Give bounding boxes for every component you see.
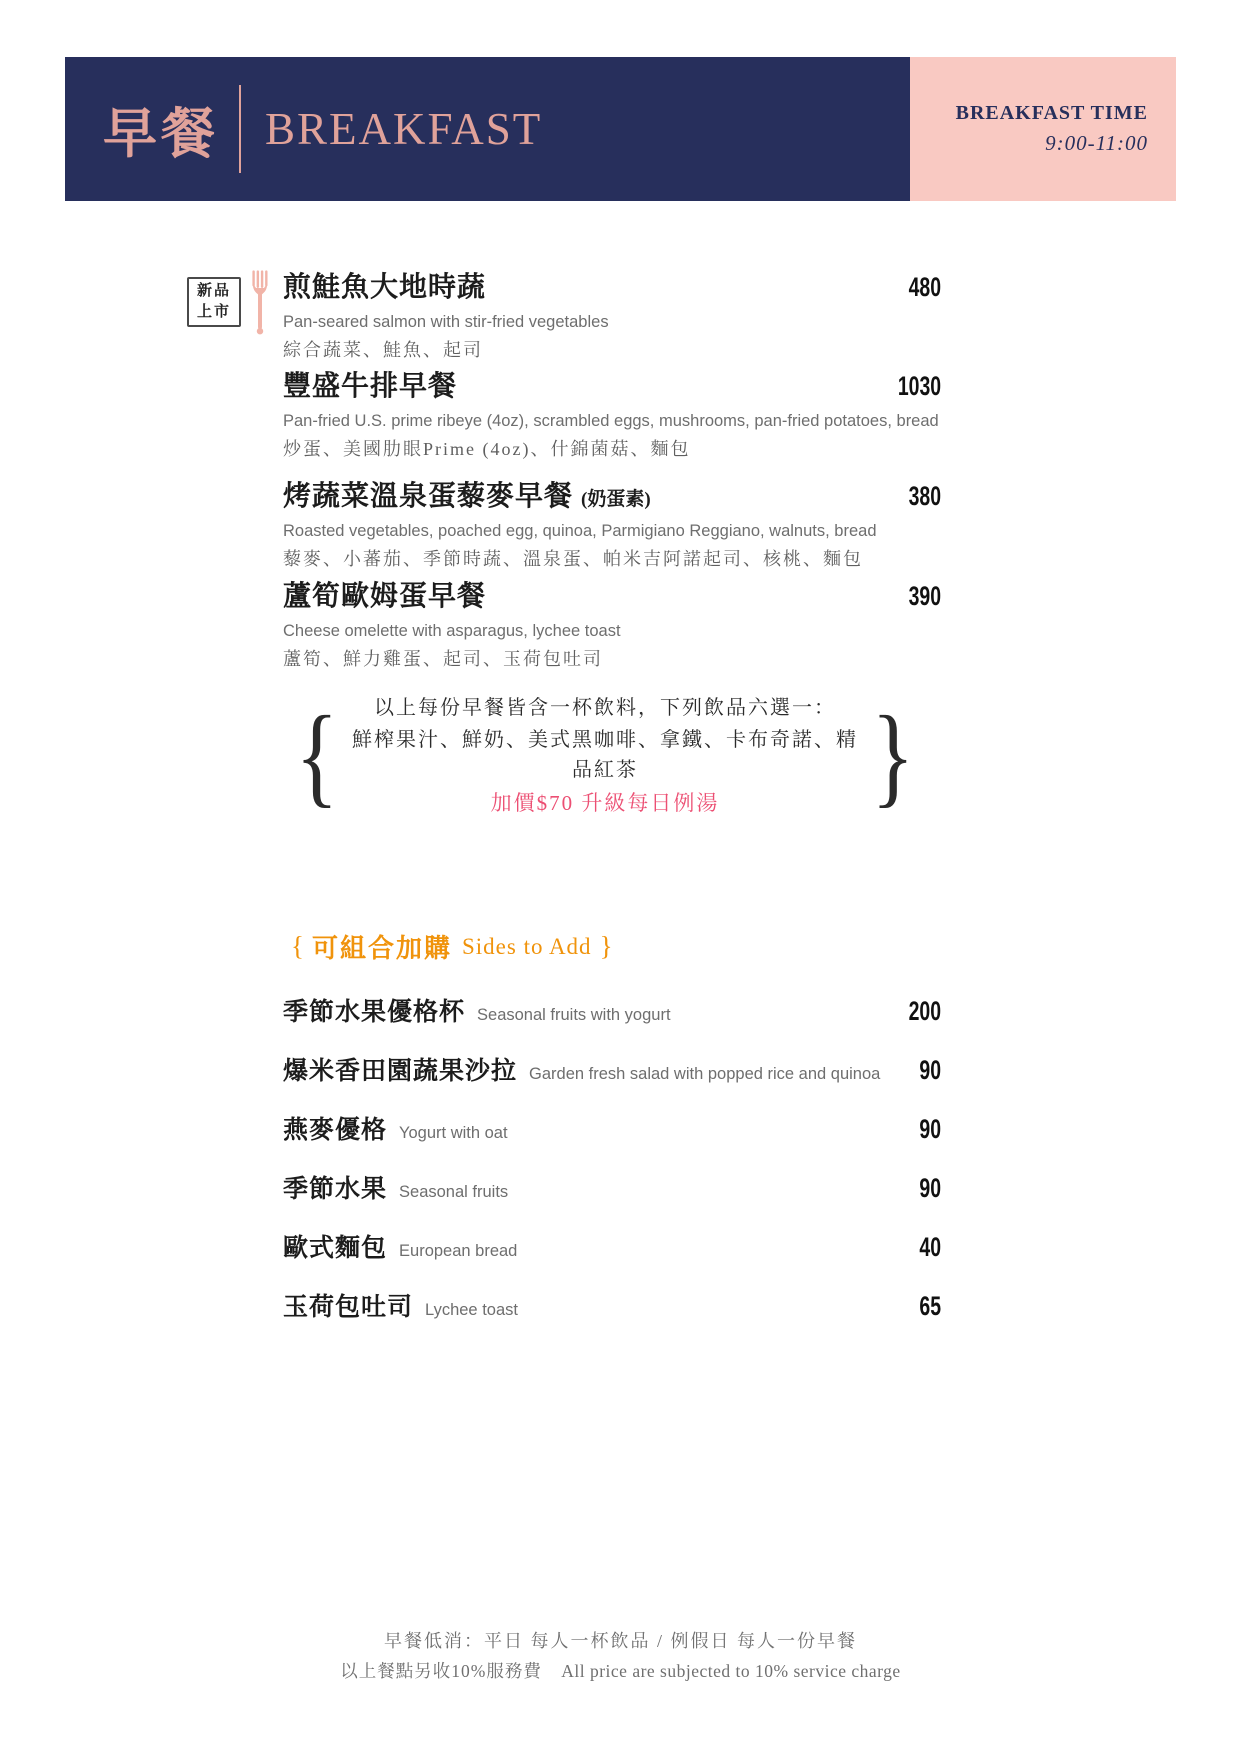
breakfast-time-box xyxy=(910,57,1176,201)
side-price: 90 xyxy=(919,1114,941,1144)
drinks-note xyxy=(290,693,920,819)
side-name-zh: 歐式麵包 xyxy=(283,1235,388,1262)
new-item-badge-line2: 上市 xyxy=(196,304,231,320)
footer xyxy=(0,1628,1241,1684)
side-name-en: European bread xyxy=(399,1242,518,1260)
footer-service-charge xyxy=(0,1658,1241,1684)
side-name-zh: 爆米香田園蔬果沙拉 xyxy=(283,1058,518,1085)
side-price: 90 xyxy=(919,1055,941,1085)
drinks-note-line2: 鮮榨果汁、鮮奶、美式黑咖啡、拿鐵、卡布奇諾、精品紅茶 xyxy=(352,729,858,781)
side-item xyxy=(283,992,941,1026)
item-desc-en: Pan-fried U.S. prime ribeye (4oz), scrambled eggs, mushrooms, pan-fried potatoes, bread xyxy=(283,412,939,430)
item-name: 蘆筍歐姆蛋早餐 xyxy=(283,581,487,612)
side-name-en: Yogurt with oat xyxy=(399,1124,508,1142)
item-desc-zh: 藜麥、小蕃茄、季節時蔬、溫泉蛋、帕米吉阿諾起司、核桃、麵包 xyxy=(283,549,863,569)
item-name: 豐盛牛排早餐 xyxy=(283,371,458,402)
side-price: 90 xyxy=(919,1173,941,1203)
side-name-en: Garden fresh salad with popped rice and quinoa xyxy=(529,1065,881,1083)
item-desc-en: Pan-seared salmon with stir-fried vegetables xyxy=(283,313,609,331)
sides-header-en: Sides to Add xyxy=(461,933,592,959)
item-price: 1030 xyxy=(897,371,941,401)
menu-item xyxy=(283,371,941,461)
page-title-zh: 早餐 xyxy=(103,103,219,164)
side-item xyxy=(283,1228,941,1262)
side-name-zh: 玉荷包吐司 xyxy=(283,1294,414,1321)
header-title-block xyxy=(65,57,910,201)
drinks-note-text xyxy=(344,693,866,819)
footer-service-charge-zh: 以上餐點另收10%服務費 xyxy=(340,1661,542,1681)
left-brace: { xyxy=(295,694,339,818)
item-desc-en: Cheese omelette with asparagus, lychee toast xyxy=(283,622,621,640)
sides-header-brace-open: { xyxy=(291,931,304,961)
side-price: 40 xyxy=(919,1232,941,1262)
item-desc-zh: 炒蛋、美國肋眼Prime (4oz)、什錦菌菇、麵包 xyxy=(283,439,691,459)
footer-service-charge-en: All price are subjected to 10% service charge xyxy=(561,1661,901,1681)
fork-icon xyxy=(252,270,268,338)
breakfast-time-label: BREAKFAST TIME xyxy=(955,102,1148,124)
side-name-zh: 季節水果 xyxy=(283,1176,388,1203)
sides-header-brace-close: } xyxy=(599,931,613,961)
item-name: 烤蔬菜溫泉蛋藜麥早餐 (奶蛋素) xyxy=(283,481,651,512)
side-item xyxy=(283,1169,941,1203)
header-band xyxy=(65,57,1176,201)
item-name: 煎鮭魚大地時蔬 xyxy=(283,272,487,303)
side-name-en: Seasonal fruits with yogurt xyxy=(477,1006,671,1024)
drinks-note-upgrade: 加價$70 升級每日例湯 xyxy=(490,791,720,815)
item-price: 390 xyxy=(908,581,941,611)
footer-minimum-charge: 早餐低消：平日 每人一杯飲品 / 例假日 每人一份早餐 xyxy=(384,1631,857,1651)
menu-item xyxy=(283,581,941,671)
sides-header-zh: 可組合加購 xyxy=(311,934,452,963)
side-item xyxy=(283,1051,941,1085)
item-price: 480 xyxy=(908,272,941,302)
side-name-zh: 季節水果優格杯 xyxy=(283,999,466,1026)
drinks-note-line1: 以上每份早餐皆含一杯飲料，下列飲品六選一： xyxy=(374,697,836,719)
item-desc-zh: 綜合蔬菜、鮭魚、起司 xyxy=(283,340,483,360)
sides-list xyxy=(283,992,941,1346)
side-item xyxy=(283,1287,941,1321)
side-name-en: Lychee toast xyxy=(425,1301,518,1319)
side-item xyxy=(283,1110,941,1144)
item-desc-zh: 蘆筍、鮮力雞蛋、起司、玉荷包吐司 xyxy=(283,649,603,669)
side-name-zh: 燕麥優格 xyxy=(283,1117,388,1144)
side-price: 65 xyxy=(919,1291,941,1321)
menu-item xyxy=(283,481,941,571)
new-item-badge-line1: 新品 xyxy=(196,283,231,299)
new-item-badge xyxy=(187,277,241,327)
breakfast-time-value: 9:00-11:00 xyxy=(1045,131,1148,155)
side-name-en: Seasonal fruits xyxy=(399,1183,509,1201)
title-divider xyxy=(239,85,241,173)
page-title-en: BREAKFAST xyxy=(265,104,543,154)
side-price: 200 xyxy=(908,996,941,1026)
menu-item xyxy=(283,272,941,362)
right-brace: } xyxy=(871,694,915,818)
item-name-suffix: (奶蛋素) xyxy=(581,489,651,510)
item-desc-en: Roasted vegetables, poached egg, quinoa, Parmigiano Reggiano, walnuts, bread xyxy=(283,522,877,540)
sides-section-header xyxy=(283,928,621,965)
item-price: 380 xyxy=(908,481,941,511)
